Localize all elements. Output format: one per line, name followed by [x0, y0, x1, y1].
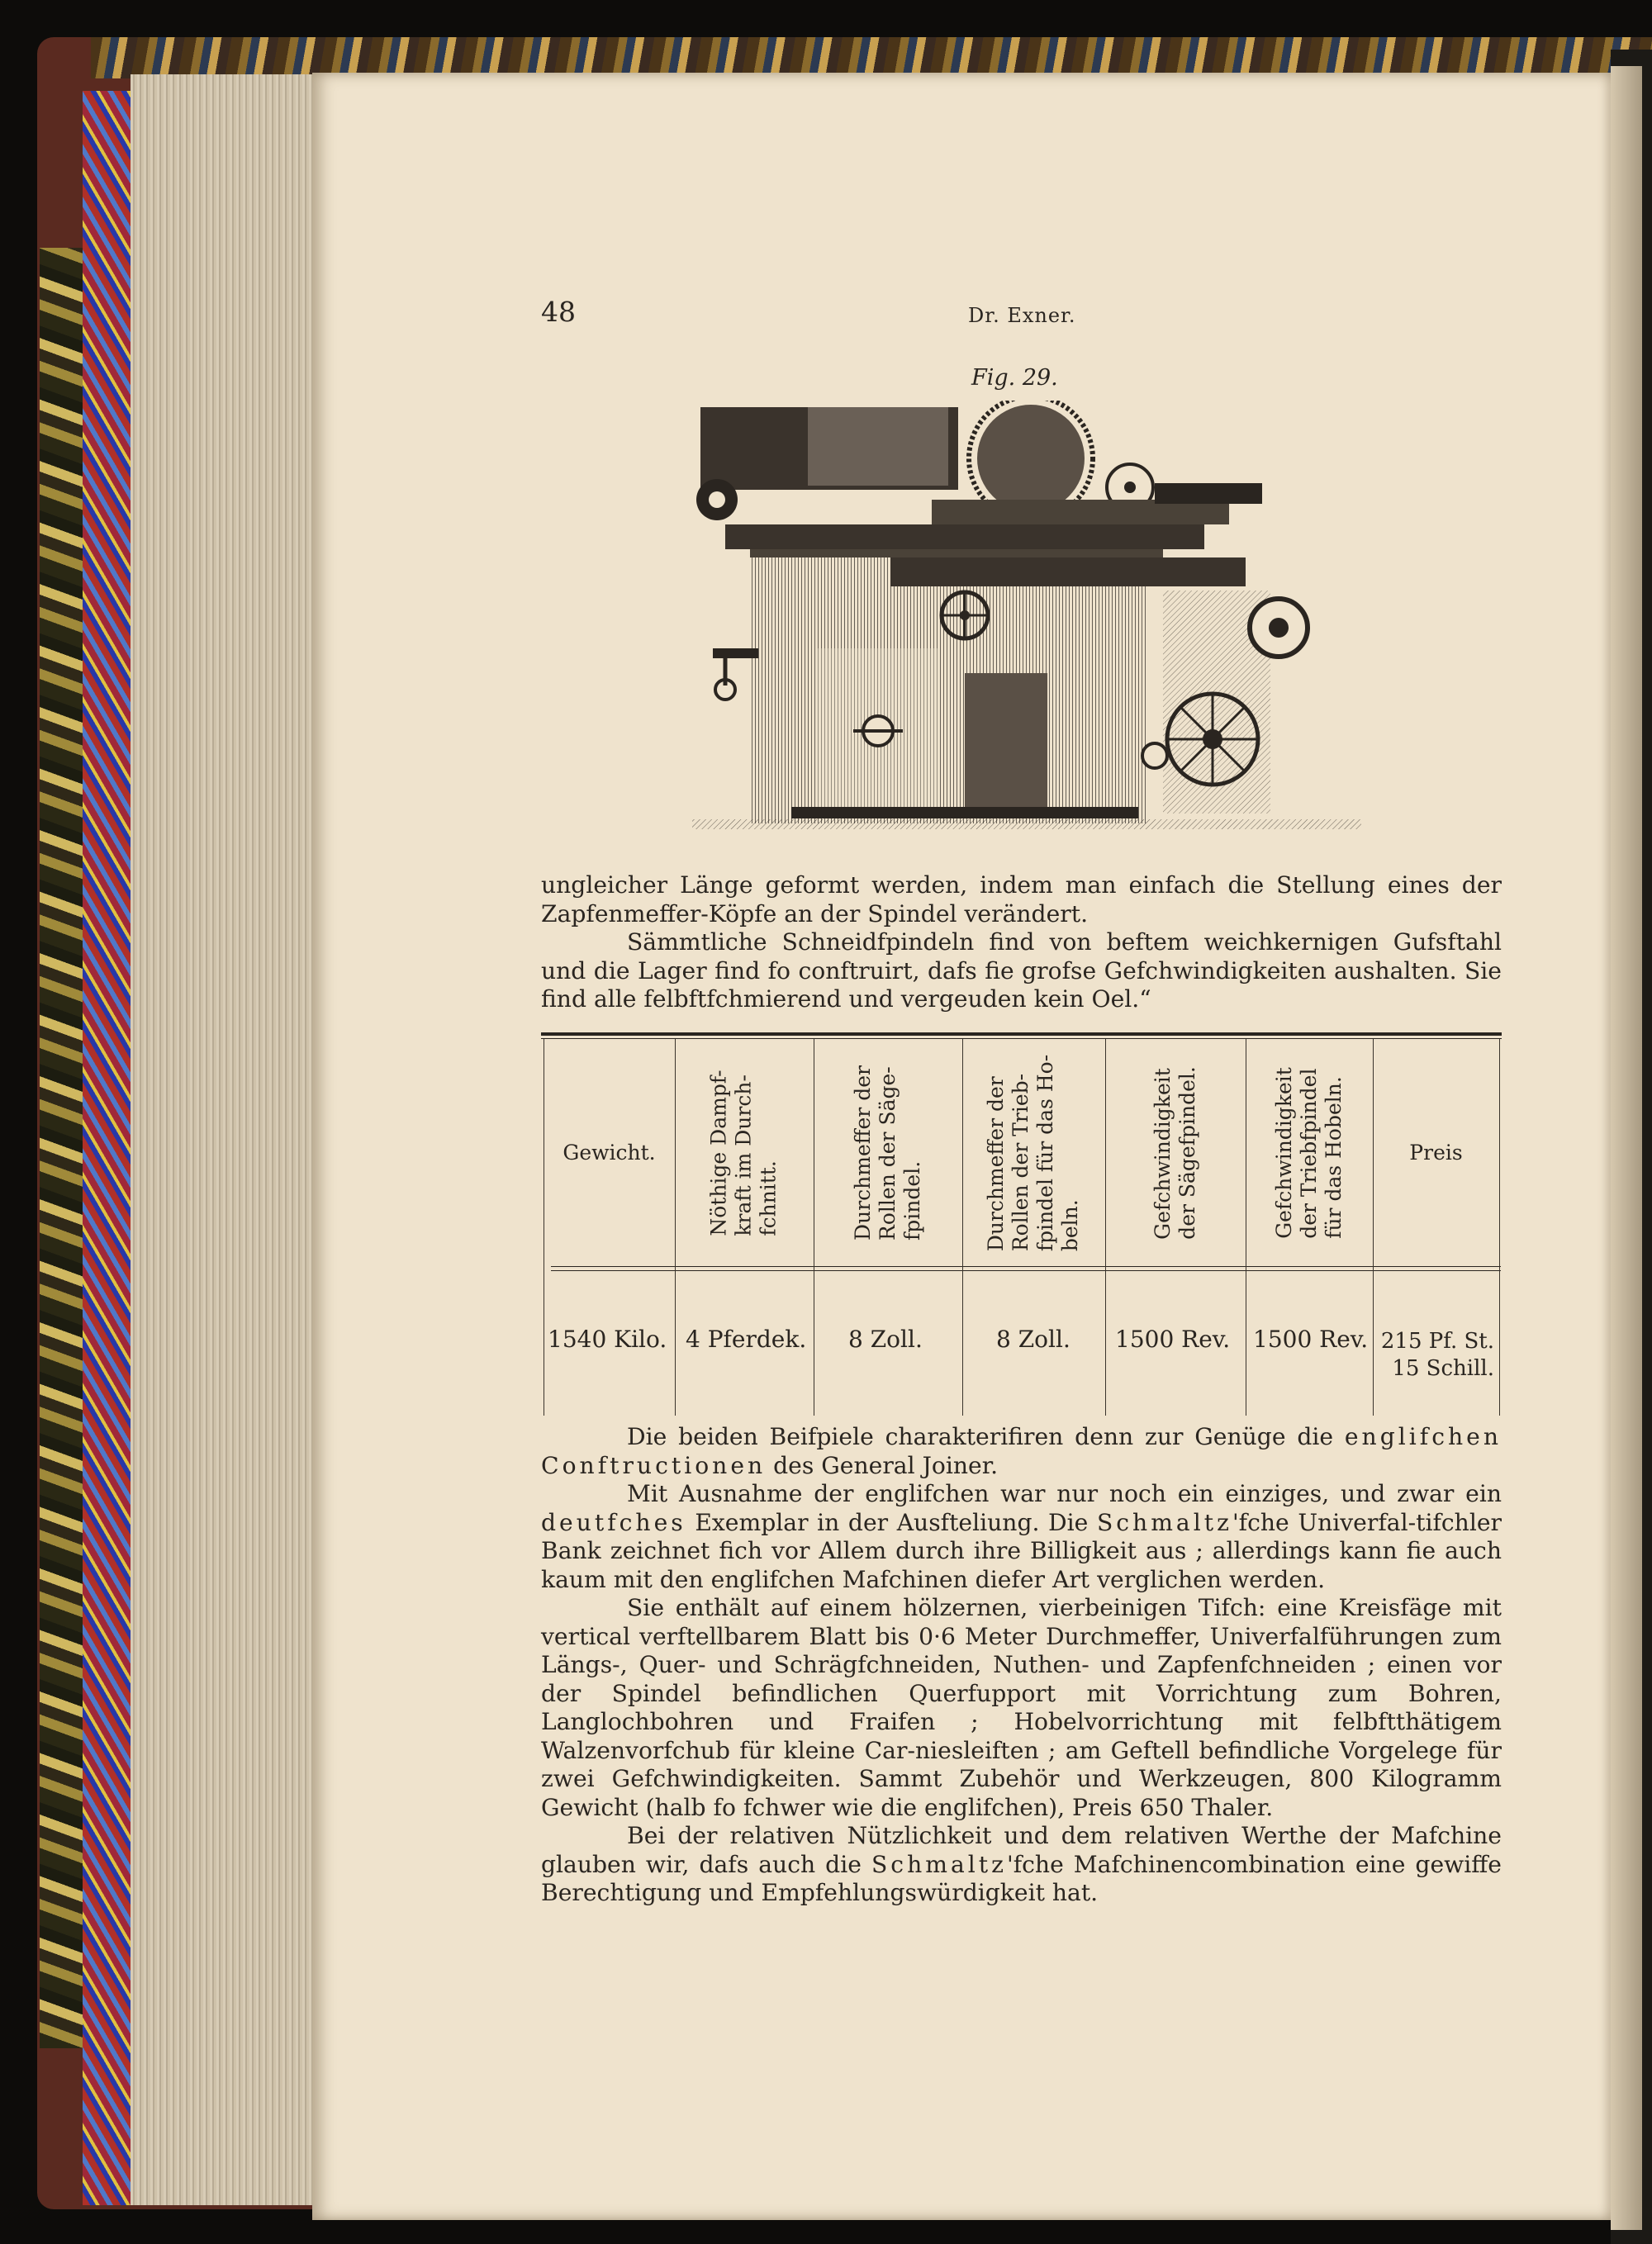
cell-price: 215 Pf. St. 15 Schill. — [1380, 1329, 1494, 1381]
paragraph: Die beiden Beifpiele charakterifiren denn zur Genüge die englifchen Conftructionen des General Joiner. — [541, 1423, 1502, 1479]
marbled-page-edges — [83, 91, 131, 2205]
cell-saw-roller-diameter: 8 Zoll. — [848, 1326, 923, 1353]
machine-engraving — [692, 401, 1361, 832]
table-rule — [541, 1032, 1502, 1036]
header-steam-power: Nöthige Dampf- kraft im Durch- fchnitt. — [707, 1069, 781, 1236]
specification-table — [541, 1032, 1502, 1416]
emphasis: Schmaltz — [871, 1850, 1007, 1878]
column-divider — [1499, 1039, 1500, 1416]
cell-steam-power: 4 Pferdek. — [686, 1326, 807, 1353]
emphasis: Schmaltz — [1096, 1508, 1232, 1536]
emphasis: englifchen Conftructionen — [541, 1423, 1502, 1479]
running-head: Dr. Exner. — [968, 304, 1076, 327]
cell-planing-roller-diameter: 8 Zoll. — [996, 1326, 1070, 1353]
table-rule — [551, 1266, 1501, 1267]
paragraph: Mit Ausnahme der englifchen war nur noch ein einziges, und zwar ein deutfches Exemplar in der Ausfteliung. Die Schmaltz'fche Univerfal-tifchler Bank zeichnet fich vor Allem durch ihre Billigkeit aus ; allerdings kann fie auch kaum mit den englifchen Mafchinen diefer Art verglichen werden. — [541, 1480, 1502, 1593]
paragraph: Bei der relativen Nützlichkeit und dem relativen Werthe der Mafchine glauben wir, dafs auch die Schmaltz'fche Mafchinencombination eine gewiffe Berechtigung und Empfehlungswürdigkeit hat. — [541, 1822, 1502, 1906]
facing-page-edge — [1611, 66, 1642, 2230]
paragraph: ungleicher Länge geformt werden, indem man einfach die Stellung eines der Zapfenmeffer-Köpfe an der Spindel verändert. — [541, 871, 1502, 927]
page-number: 48 — [541, 296, 576, 328]
header-saw-roller-diameter: Durchmeffer der Rollen der Säge- fpindel. — [851, 1065, 924, 1241]
emphasis: deutfches — [541, 1508, 686, 1536]
intro-text — [541, 871, 1502, 1014]
body-text — [541, 1423, 1502, 1908]
cell-saw-speed: 1500 Rev. — [1115, 1326, 1231, 1353]
header-saw-speed: Gefchwindigkeit der Sägefpindel. — [1151, 1065, 1199, 1240]
cell-weight: 1540 Kilo. — [548, 1326, 667, 1353]
cell-planing-speed: 1500 Rev. — [1253, 1326, 1369, 1353]
table-rule — [551, 1270, 1501, 1271]
header-weight: Gewicht. — [563, 1141, 656, 1165]
header-price: Preis — [1409, 1141, 1463, 1165]
page-stack — [131, 74, 314, 2205]
paragraph: Sie enthält auf einem hölzernen, vierbeinigen Tifch: eine Kreisfäge mit vertical verftellbarem Blatt bis 0·6 Meter Durchmeffer, Univerfalführungen zum Längs-, Quer- und Schrägfchneiden, Nuthen- und Zapfenfchneiden ; einen vor der Spindel befindlichen Querfupport mit Vorrichtung zum Bohren, Langlochbohren und Fraifen ; Hobelvorrichtung mit felbftthätigem Walzenvorfchub für kleine Car-niesleiften ; am Geftell befindliche Vorgelege für zwei Gefchwindigkeiten. Sammt Zubehör und Werkzeugen, 800 Kilogramm Gewicht (halb fo fchwer wie die englifchen), Preis 650 Thaler. — [541, 1594, 1502, 1821]
header-planing-speed: Gefchwindigkeit der Triebfpindel für das Hobeln. — [1272, 1066, 1346, 1239]
paragraph: Sämmtliche Schneidfpindeln find von beftem weichkernigen Gufsftahl und die Lager find fo conftruirt, dafs fie grofse Gefchwindigkeiten aushalten. Sie find alle felbftfchmierend und vergeuden kein Oel.“ — [541, 928, 1502, 1013]
figure-label: Fig. 29. — [971, 365, 1058, 391]
header-planing-roller-diameter: Durchmeffer der Rollen der Trieb- fpindel für das Ho- beln. — [984, 1054, 1083, 1251]
